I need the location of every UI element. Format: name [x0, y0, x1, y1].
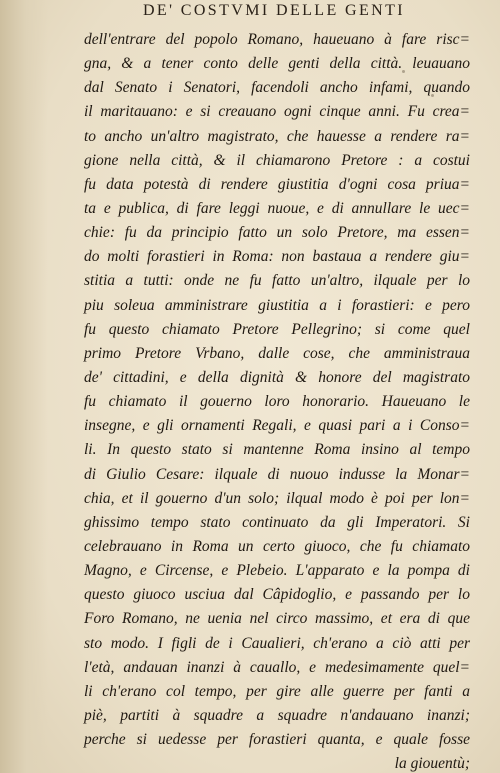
- text-line: de' cittadini, e della dignità & honore del magistrato: [84, 368, 470, 386]
- text-line: Foro Romano, ne uenia nel circo massimo, et era di que: [84, 610, 470, 628]
- text-line: ta e publica, di fare leggi nuoue, e di annullare le uec=: [84, 199, 470, 217]
- text-line: ghissimo tempo stato continuato da gli Imperatori. Si: [84, 513, 470, 531]
- ink-speck: [402, 70, 405, 73]
- text-line: sto modo. I figli de i Caualieri, ch'erano a ciò atti per: [84, 634, 470, 652]
- text-line: celebrauano in Roma un certo giuoco, che fu chiamato: [84, 537, 470, 555]
- text-line: la giouentù;: [394, 755, 470, 773]
- text-line: chia, et il gouerno d'un solo; ilqual modo è poi per lon=: [84, 489, 470, 507]
- text-line: piè, partiti à squadre a squadre n'andauano inanzi;: [84, 706, 470, 724]
- text-line: Magno, e Circense, e Plebeio. L'apparato e la pompa di: [84, 562, 470, 580]
- text-line: li ch'erano col tempo, per gire alle guerre per fanti a: [84, 682, 470, 700]
- text-line: stitia a tutti: onde ne fu fatto un'altro, ilquale per lo: [84, 272, 470, 290]
- text-line: perche si uedesse per forastieri quanta, e quale fosse: [84, 731, 470, 749]
- page-gutter: [0, 0, 48, 773]
- text-line: il maritauano: e si creauano ogni cinque anni. Fu crea=: [84, 103, 470, 121]
- text-line: insegne, e gli ornamenti Regali, e quasi pari a i Conso=: [84, 417, 470, 435]
- text-line: to ancho un'altro magistrato, che hauesse a rendere ra=: [84, 127, 470, 145]
- ink-speck: [431, 94, 434, 97]
- text-line: dell'entrare del popolo Romano, haueuano à fare risc=: [84, 31, 470, 48]
- text-line: fu questo chiamato Pretore Pellegrino; si come quel: [84, 320, 470, 338]
- text-line: gione nella città, & il chiamarono Pretore : a costui: [84, 151, 470, 169]
- text-line: fu chiamato il gouerno loro honorario. Haueuano le: [84, 393, 470, 411]
- body-text: [84, 28, 470, 773]
- text-line: piu soleua amministrare giustitia a i forastieri: e pero: [84, 296, 470, 314]
- text-line: chie: fu da principio fatto un solo Pretore, ma essen=: [84, 224, 470, 242]
- text-line: fu data potestà di rendere giustitia d'ogni cosa priua=: [84, 175, 470, 193]
- text-line: di Giulio Cesare: ilquale di nuouo indusse la Monar=: [84, 465, 470, 483]
- text-line: dal Senato i Senatori, facendoli ancho infami, quando: [84, 79, 470, 97]
- text-line: gna, & a tener conto delle genti della città. leuauano: [84, 55, 470, 73]
- text-line: questo giuoco usciua dal Câpidoglio, e passando per lo: [84, 586, 470, 604]
- text-line: primo Pretore Vrbano, dalle cose, che amministraua: [84, 344, 470, 362]
- text-line: do molti forastieri in Roma: non bastaua a rendere giu=: [84, 248, 470, 266]
- running-head: DE' COSTVMI DELLE GENTI: [142, 2, 406, 19]
- text-line: l'età, andauan inanzi à cauallo, e medesimamente quel=: [84, 658, 470, 676]
- text-line: li. In questo stato si mantenne Roma insino al tempo: [84, 441, 470, 459]
